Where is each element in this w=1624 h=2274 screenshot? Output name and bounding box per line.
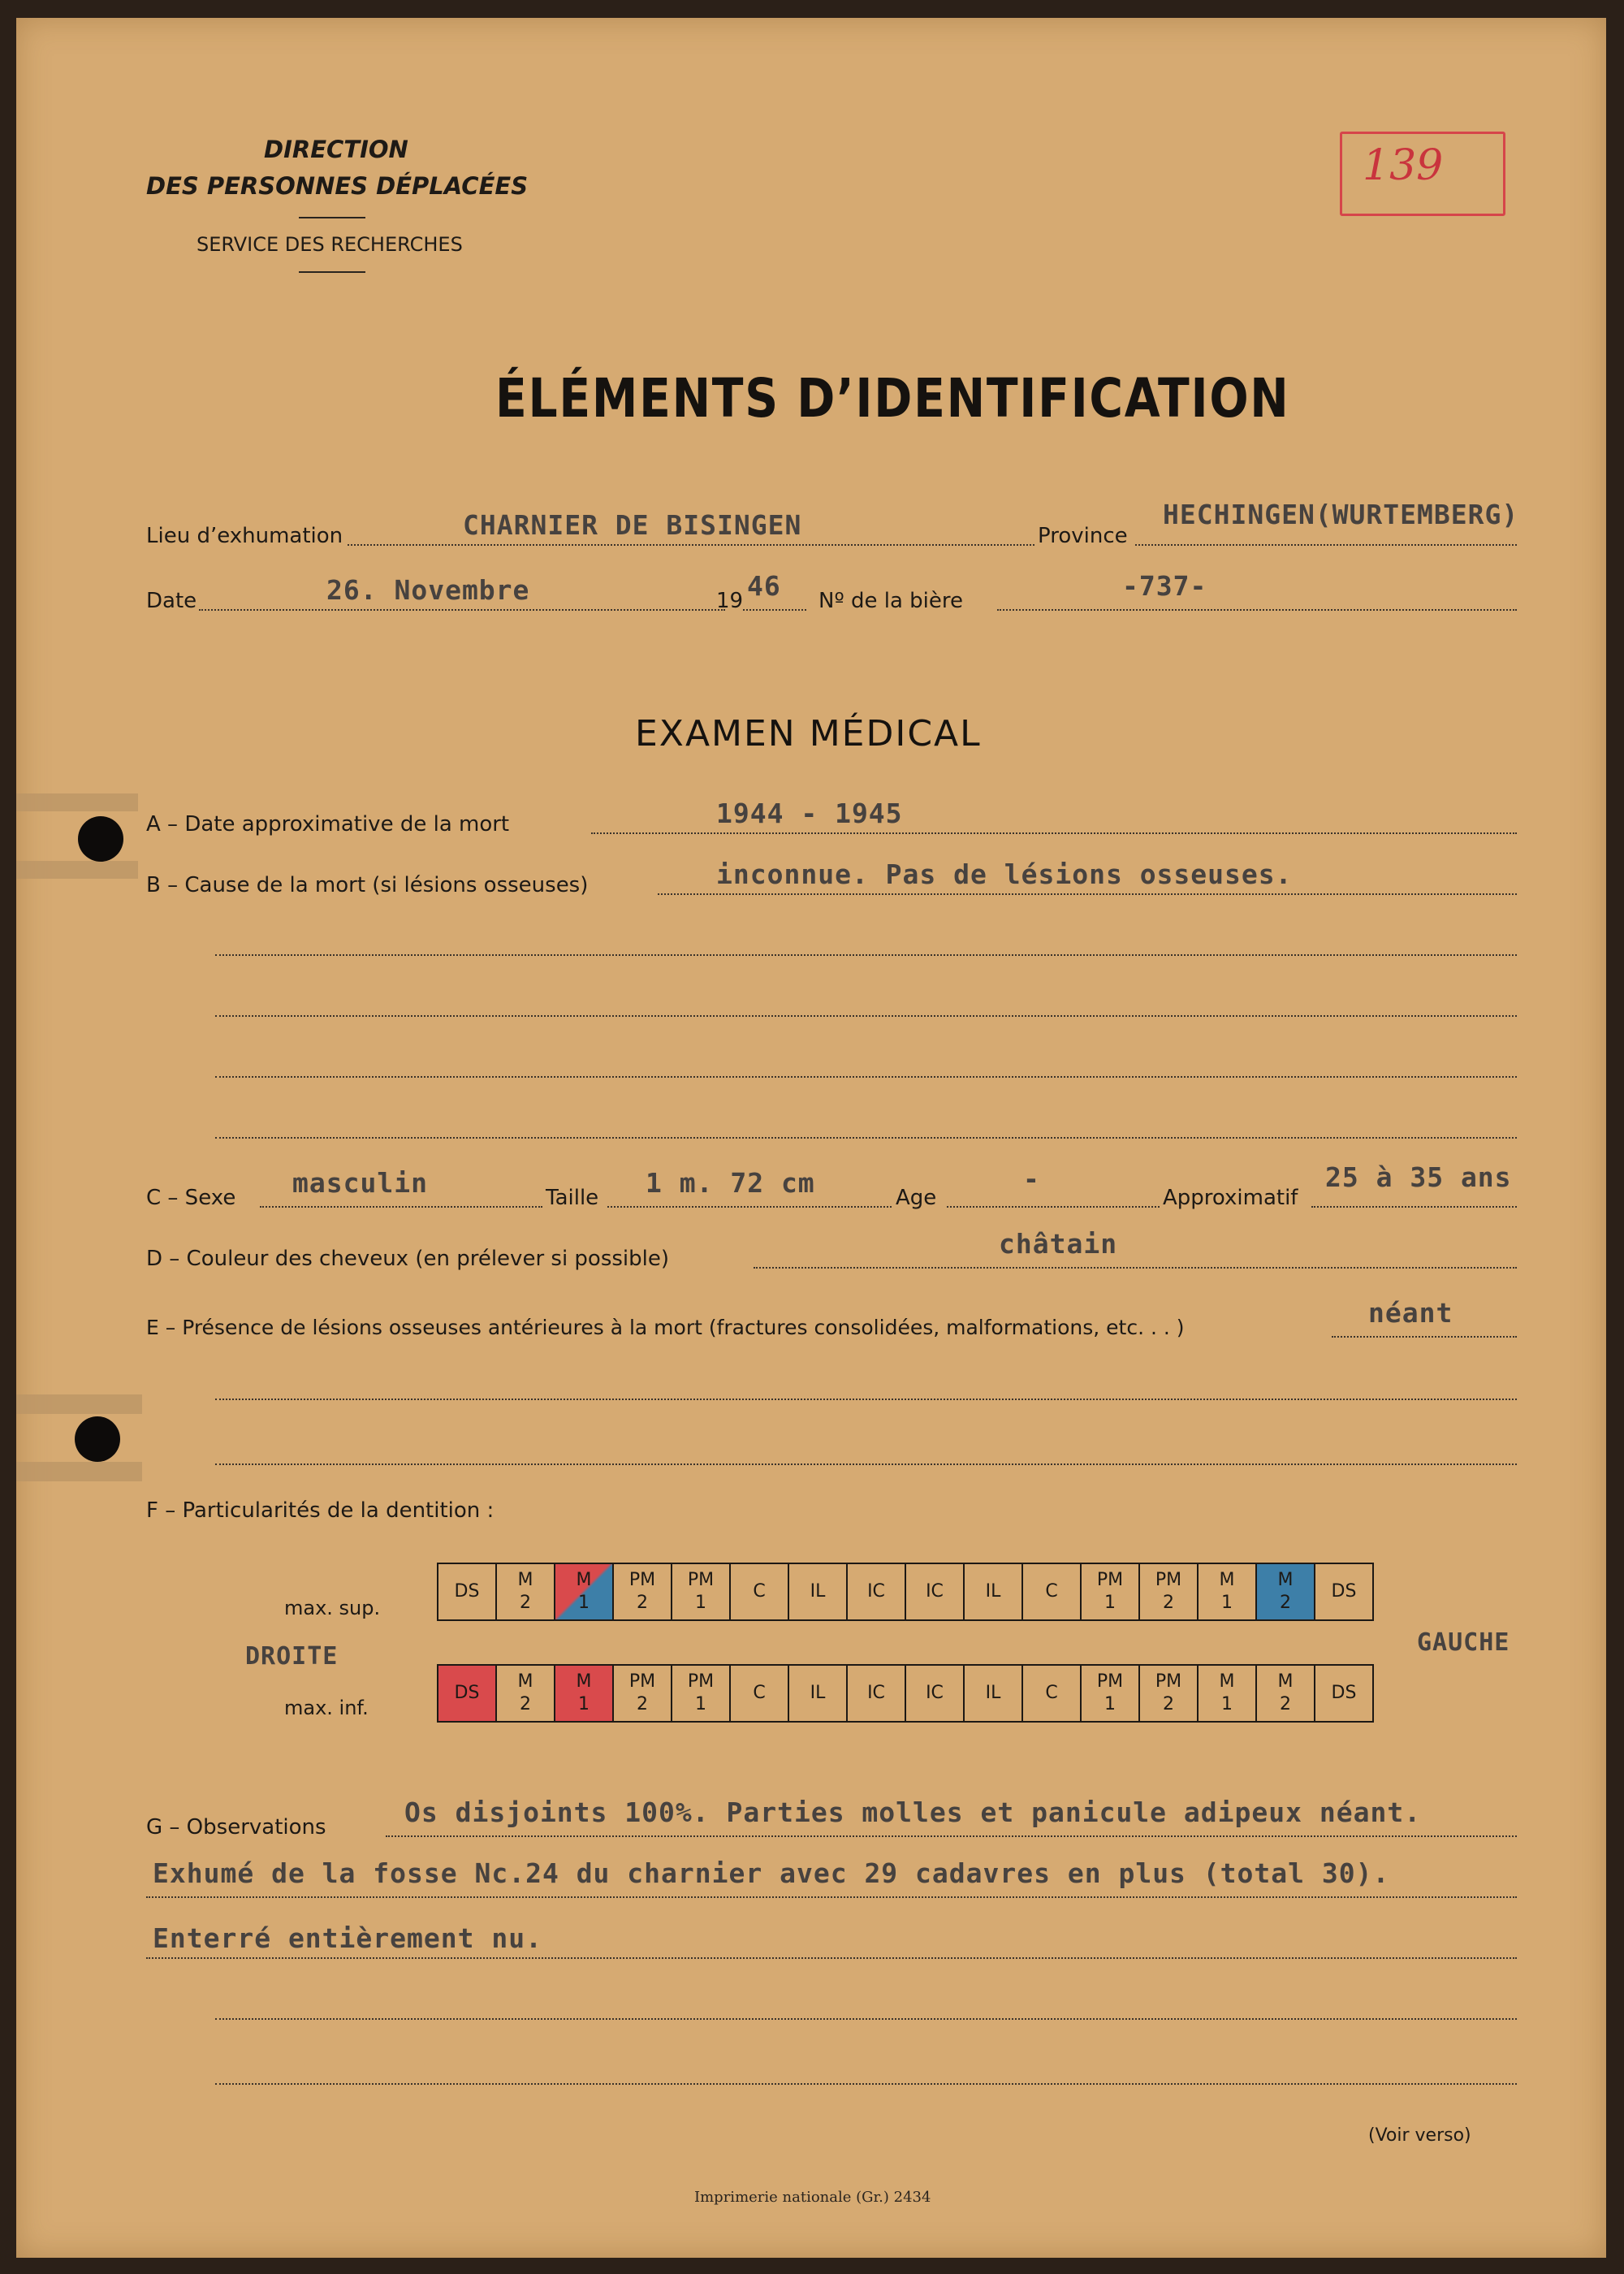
tooth-number: 2 xyxy=(1280,1593,1291,1613)
tooth-cell xyxy=(905,1563,964,1620)
teeth-grid-lower xyxy=(437,1664,1374,1723)
tooth-type: M xyxy=(517,1570,533,1590)
identification-form-sheet xyxy=(16,18,1606,2258)
tooth-cell xyxy=(1256,1665,1315,1722)
tooth-cell xyxy=(1139,1563,1198,1620)
tooth-cell xyxy=(613,1665,672,1722)
punch-hole xyxy=(75,1416,120,1462)
biere-value: -737- xyxy=(1122,570,1207,602)
tooth-cell xyxy=(1022,1563,1081,1620)
droite-label: DROITE xyxy=(245,1642,339,1671)
dotted-line xyxy=(607,1206,892,1208)
dotted-line xyxy=(215,1015,1517,1017)
tooth-type: M xyxy=(576,1570,592,1590)
stamp-number: 139 xyxy=(1363,141,1444,190)
tooth-cell xyxy=(1198,1665,1256,1722)
dotted-line xyxy=(1135,544,1517,546)
tooth-number: 2 xyxy=(520,1593,531,1613)
province-label: Province xyxy=(1038,524,1128,548)
observations-line-2: Exhumé de la fosse Nc.24 du charnier avec 29 cadavres en plus (total 30). xyxy=(153,1857,1390,1889)
voir-verso: (Voir verso) xyxy=(1368,2125,1471,2146)
exam-b-label: B – Cause de la mort (si lésions osseuses) xyxy=(146,873,589,897)
tooth-number: 2 xyxy=(1163,1593,1174,1613)
tooth-number: 1 xyxy=(578,1593,590,1613)
dotted-line xyxy=(743,609,806,611)
tooth-type: IC xyxy=(926,1683,944,1703)
tooth-cell xyxy=(438,1665,496,1722)
tooth-cell xyxy=(555,1563,613,1620)
tooth-cell xyxy=(1256,1563,1315,1620)
year-prefix: 19 xyxy=(716,589,744,613)
tooth-cell xyxy=(438,1563,496,1620)
tooth-cell xyxy=(1022,1665,1081,1722)
tooth-type: DS xyxy=(1331,1683,1357,1703)
dotted-line xyxy=(199,609,725,611)
exam-c-sexe-label: C – Sexe xyxy=(146,1186,236,1210)
tooth-cell xyxy=(1315,1665,1373,1722)
tooth-cell xyxy=(788,1563,847,1620)
exam-f-label: F – Particularités de la dentition : xyxy=(146,1498,495,1523)
dotted-line xyxy=(215,954,1517,956)
dotted-line xyxy=(386,1835,1517,1837)
tooth-type: DS xyxy=(1331,1581,1357,1602)
tooth-cell xyxy=(613,1563,672,1620)
tooth-cell xyxy=(730,1563,788,1620)
tooth-type: IC xyxy=(926,1581,944,1602)
tooth-type: PM xyxy=(628,1671,656,1692)
exam-d-label: D – Couleur des cheveux (en prélever si possible) xyxy=(146,1247,670,1271)
tooth-type: M xyxy=(576,1671,592,1692)
dotted-line xyxy=(1332,1336,1517,1338)
max-sup-label: max. sup. xyxy=(284,1597,381,1619)
tooth-type: C xyxy=(753,1581,766,1602)
dotted-line xyxy=(215,2018,1517,2020)
tooth-type: C xyxy=(753,1683,766,1703)
tooth-cell xyxy=(672,1563,730,1620)
header-service: SERVICE DES RECHERCHES xyxy=(197,233,463,256)
exam-e-value: néant xyxy=(1368,1297,1453,1329)
dotted-line xyxy=(215,1399,1517,1400)
page-title: ÉLÉMENTS D’IDENTIFICATION xyxy=(495,367,1290,430)
tooth-number: 1 xyxy=(1104,1694,1116,1714)
tooth-type: IC xyxy=(867,1683,885,1703)
max-inf-label: max. inf. xyxy=(284,1697,369,1719)
tooth-cell xyxy=(1081,1563,1139,1620)
tooth-number: 2 xyxy=(1280,1694,1291,1714)
tooth-type: PM xyxy=(1155,1570,1182,1590)
dotted-line xyxy=(348,544,1034,546)
tooth-type: IL xyxy=(810,1683,826,1703)
exam-e-label: E – Présence de lésions osseuses antérieures à la mort (fractures consolidées, malformations, etc. . . ) xyxy=(146,1316,1185,1339)
exam-c-approx-value: 25 à 35 ans xyxy=(1325,1161,1512,1193)
tooth-cell xyxy=(1139,1665,1198,1722)
exam-c-age-label: Age xyxy=(896,1186,937,1210)
exam-c-sexe-value: masculin xyxy=(292,1167,428,1199)
tooth-type: C xyxy=(1045,1581,1058,1602)
tooth-type: M xyxy=(1219,1570,1235,1590)
binder-tab xyxy=(16,1394,142,1414)
tooth-type: PM xyxy=(1096,1570,1124,1590)
tooth-cell xyxy=(1315,1563,1373,1620)
dotted-line xyxy=(215,1076,1517,1078)
dotted-line xyxy=(146,1957,1517,1959)
gauche-label: GAUCHE xyxy=(1417,1628,1510,1657)
exam-b-value: inconnue. Pas de lésions osseuses. xyxy=(716,858,1293,890)
observations-line-3: Enterré entièrement nu. xyxy=(153,1922,542,1954)
date-label: Date xyxy=(146,589,197,613)
tooth-cell xyxy=(964,1665,1022,1722)
tooth-cell xyxy=(672,1665,730,1722)
header-rule xyxy=(299,217,365,218)
tooth-number: 1 xyxy=(578,1694,590,1714)
exam-c-age-value: - xyxy=(1023,1163,1040,1195)
tooth-type: M xyxy=(517,1671,533,1692)
tooth-number: 2 xyxy=(637,1593,648,1613)
tooth-cell xyxy=(905,1665,964,1722)
tooth-type: IL xyxy=(985,1581,1001,1602)
tooth-number: 2 xyxy=(1163,1694,1174,1714)
tooth-cell xyxy=(555,1665,613,1722)
observations-line-1: Os disjoints 100%. Parties molles et panicule adipeux néant. xyxy=(404,1796,1422,1828)
tooth-number: 1 xyxy=(1104,1593,1116,1613)
dotted-line xyxy=(215,2083,1517,2085)
binder-tab xyxy=(16,793,138,811)
dotted-line xyxy=(997,609,1517,611)
teeth-grid-upper xyxy=(437,1563,1374,1621)
tooth-type: IL xyxy=(985,1683,1001,1703)
tooth-type: M xyxy=(1277,1671,1294,1692)
tooth-type: PM xyxy=(628,1570,656,1590)
exam-c-approx-label: Approximatif xyxy=(1163,1186,1298,1210)
header-direction: DIRECTION xyxy=(264,136,408,163)
tooth-number: 1 xyxy=(1221,1593,1233,1613)
tooth-type: M xyxy=(1277,1570,1294,1590)
tooth-number: 1 xyxy=(695,1593,706,1613)
exam-a-value: 1944 - 1945 xyxy=(716,798,903,829)
tooth-cell xyxy=(964,1563,1022,1620)
tooth-type: C xyxy=(1045,1683,1058,1703)
tooth-cell xyxy=(1198,1563,1256,1620)
tooth-type: PM xyxy=(687,1671,715,1692)
binder-tab xyxy=(16,1462,142,1481)
tooth-number: 2 xyxy=(637,1694,648,1714)
dotted-line xyxy=(591,832,1517,834)
exam-c-taille-label: Taille xyxy=(546,1186,599,1210)
tooth-cell xyxy=(496,1665,555,1722)
observations-label: G – Observations xyxy=(146,1815,326,1840)
printer-imprint: Imprimerie nationale (Gr.) 2434 xyxy=(694,2189,931,2206)
header-direction-sub: DES PERSONNES DÉPLACÉES xyxy=(146,172,529,200)
tooth-type: PM xyxy=(1155,1671,1182,1692)
dotted-line xyxy=(658,893,1517,895)
dotted-line xyxy=(260,1206,542,1208)
header-rule xyxy=(299,271,365,273)
province-value: HECHINGEN(WURTEMBERG) xyxy=(1163,499,1519,530)
dotted-line xyxy=(146,1896,1517,1898)
tooth-number: 1 xyxy=(1221,1694,1233,1714)
tooth-type: M xyxy=(1219,1671,1235,1692)
tooth-type: PM xyxy=(687,1570,715,1590)
biere-label: Nº de la bière xyxy=(818,589,963,613)
tooth-cell xyxy=(1081,1665,1139,1722)
dotted-line xyxy=(947,1206,1160,1208)
lieu-label: Lieu d’exhumation xyxy=(146,524,343,548)
exam-d-value: châtain xyxy=(999,1228,1118,1260)
dotted-line xyxy=(1311,1206,1517,1208)
exam-title: EXAMEN MÉDICAL xyxy=(635,713,982,754)
tooth-cell xyxy=(496,1563,555,1620)
dotted-line xyxy=(215,1137,1517,1139)
punch-hole xyxy=(78,816,123,862)
tooth-type: PM xyxy=(1096,1671,1124,1692)
tooth-number: 1 xyxy=(695,1694,706,1714)
tooth-type: IC xyxy=(867,1581,885,1602)
tooth-type: IL xyxy=(810,1581,826,1602)
tooth-cell xyxy=(730,1665,788,1722)
tooth-number: 2 xyxy=(520,1694,531,1714)
lieu-value: CHARNIER DE BISINGEN xyxy=(463,509,802,541)
tooth-cell xyxy=(788,1665,847,1722)
dotted-line xyxy=(215,1463,1517,1465)
tooth-cell xyxy=(847,1563,905,1620)
binder-tab xyxy=(16,861,138,879)
date-value: 26. Novembre xyxy=(326,574,530,606)
exam-c-taille-value: 1 m. 72 cm xyxy=(646,1167,815,1199)
year-value: 46 xyxy=(747,570,781,602)
tooth-cell xyxy=(847,1665,905,1722)
tooth-type: DS xyxy=(454,1683,480,1703)
dotted-line xyxy=(754,1267,1517,1269)
exam-a-label: A – Date approximative de la mort xyxy=(146,812,510,837)
tooth-type: DS xyxy=(454,1581,480,1602)
